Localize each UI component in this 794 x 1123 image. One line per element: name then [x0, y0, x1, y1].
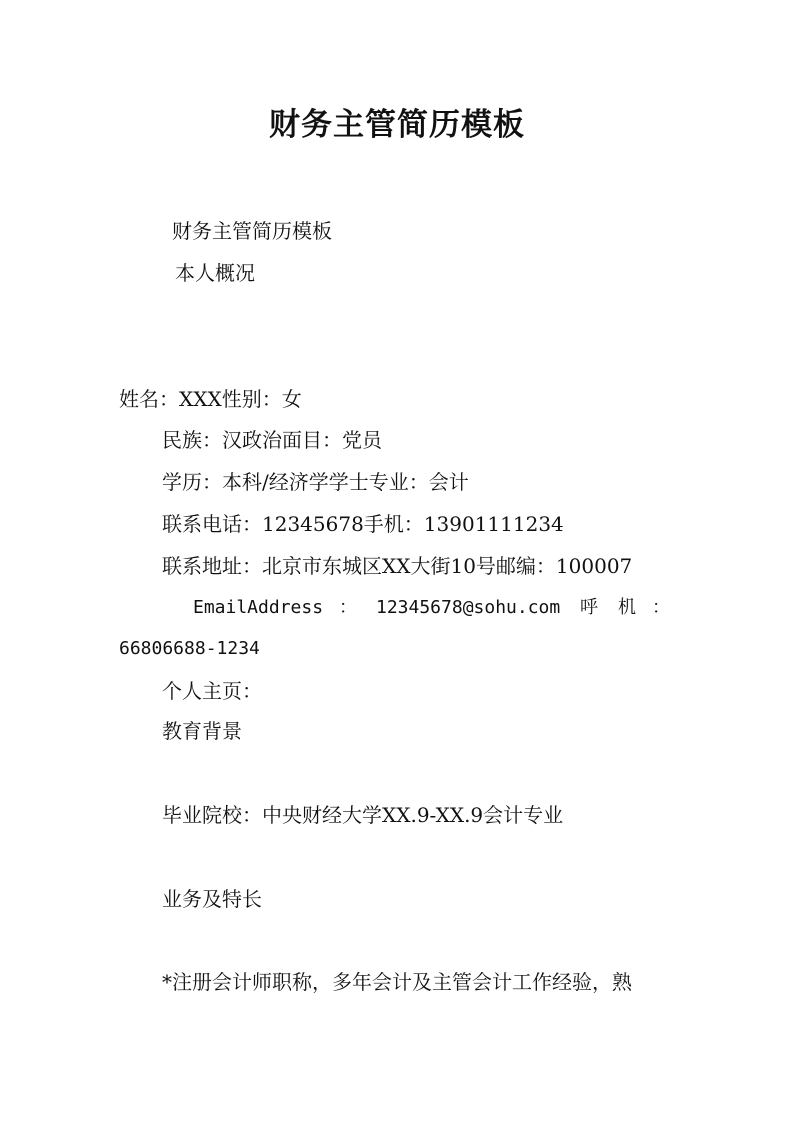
education-heading: 教育背景 — [162, 719, 242, 743]
phone-line: 联系电话：12345678手机：13901111234 — [162, 512, 564, 536]
pager-value: 66806688-1234 — [119, 638, 260, 659]
email-label: EmailAddress — [193, 597, 324, 618]
ethnicity-politics-line: 民族：汉政治面目：党员 — [162, 428, 382, 452]
homepage-line: 个人主页： — [162, 679, 262, 703]
address-line: 联系地址：北京市东城区XX大街10号邮编：100007 — [162, 554, 633, 578]
skills-line-1: *注册会计师职称，多年会计及主管会计工作经验，熟 — [162, 970, 632, 994]
pager-colon: ： — [652, 597, 670, 618]
pager-label-1: 呼 — [580, 597, 598, 618]
education-major-line: 学历：本科/经济学学士专业：会计 — [162, 470, 469, 494]
page-title: 财务主管简历模板 — [269, 107, 525, 143]
name-gender-line: 姓名：XXX性别：女 — [119, 387, 302, 411]
pager-label-2: 机 — [618, 597, 636, 618]
document-subtitle: 财务主管简历模板 — [172, 219, 332, 243]
email-colon: ： — [339, 597, 357, 618]
section-intro-heading: 本人概况 — [175, 261, 255, 285]
graduated-line: 毕业院校：中央财经大学XX.9-XX.9会计专业 — [162, 803, 564, 827]
skills-heading: 业务及特长 — [162, 887, 262, 911]
email-value: 12345678@sohu.com — [376, 597, 561, 618]
